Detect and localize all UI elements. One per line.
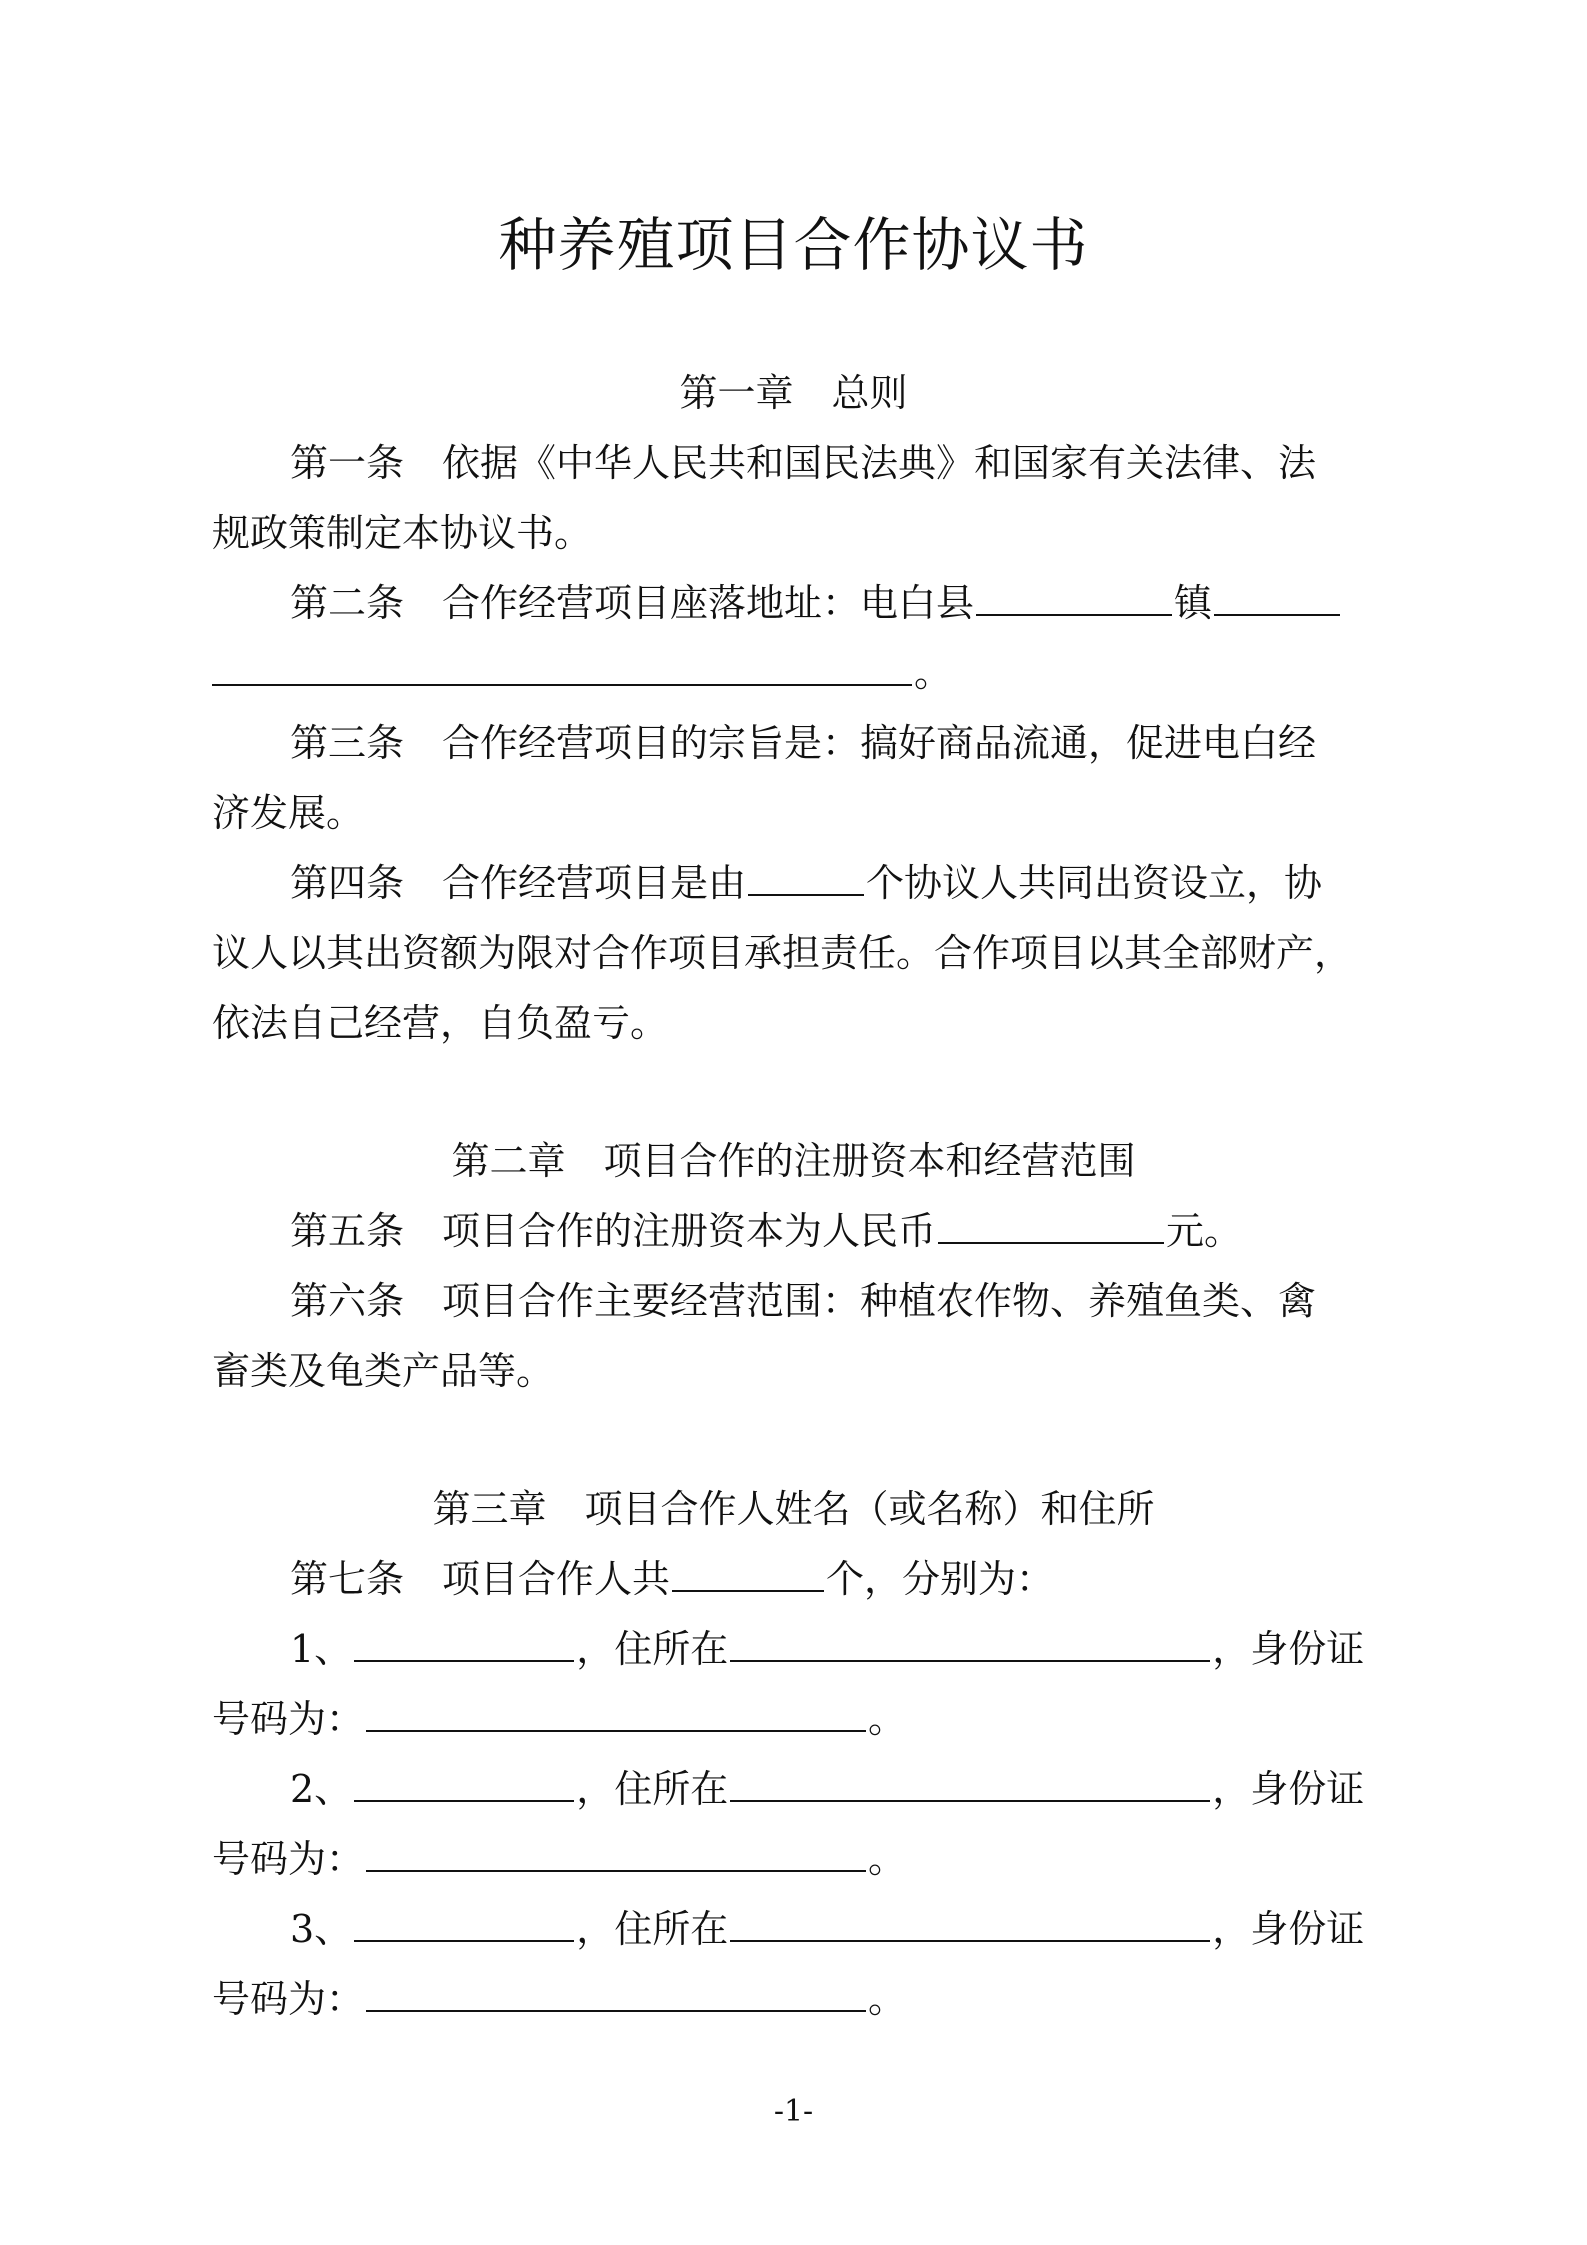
partner-2-address-blank xyxy=(730,1766,1210,1802)
partner-1-number: 1、 xyxy=(290,1627,353,1671)
article-2-end: 。 xyxy=(914,651,953,695)
article-7-end: 个，分别为： xyxy=(826,1557,1055,1601)
article-3-text: 合作经营项目的宗旨是：搞好商品流通，促进电白经 xyxy=(442,721,1317,765)
town-blank xyxy=(1214,580,1340,616)
article-5-end: 元。 xyxy=(1166,1209,1243,1253)
chapter-1-heading xyxy=(0,368,1587,418)
article-6-line-1 xyxy=(290,1276,1384,1326)
partner-2-id-line-label: 号码为： xyxy=(212,1837,365,1881)
partner-1-address-blank xyxy=(730,1626,1210,1662)
article-4-line-1 xyxy=(290,858,1384,908)
county-blank xyxy=(976,580,1172,616)
chapter-2-heading xyxy=(0,1136,1587,1186)
partner-1-name-blank xyxy=(354,1626,574,1662)
article-3-label: 第三条 xyxy=(290,721,405,765)
partner-1-line-1 xyxy=(290,1624,1384,1674)
article-4-label: 第四条 xyxy=(290,861,405,905)
partner-2-name-blank xyxy=(354,1766,574,1802)
partner-3-number: 3、 xyxy=(290,1907,353,1951)
partner-3-id-blank xyxy=(366,1976,866,2012)
document-title: 种养殖项目合作协议书 xyxy=(498,211,1089,279)
article-1-line-2: 规政策制定本协议书。 xyxy=(212,511,593,555)
article-1-label: 第一条 xyxy=(290,441,405,485)
article-6-text: 项目合作主要经营范围：种植农作物、养殖鱼类、禽 xyxy=(442,1279,1317,1323)
partner-3-id-label: ，身份证 xyxy=(1212,1907,1365,1951)
chapter-3-name: 项目合作人姓名（或名称）和住所 xyxy=(584,1487,1155,1531)
article-1-text: 依据《中华人民共和国民法典》和国家有关法律、法 xyxy=(442,441,1317,485)
article-2-town: 镇 xyxy=(1174,581,1213,625)
partner-1-end: 。 xyxy=(868,1697,907,1741)
partner-1-id-line-label: 号码为： xyxy=(212,1697,365,1741)
address-blank xyxy=(212,650,912,686)
chapter-3-heading xyxy=(0,1484,1587,1534)
article-5-line-1 xyxy=(290,1206,1384,1256)
article-2-line-1 xyxy=(290,578,1384,628)
article-7-label: 第七条 xyxy=(290,1557,405,1601)
chapter-2-name: 项目合作的注册资本和经营范围 xyxy=(603,1139,1136,1183)
partner-1-id-label: ，身份证 xyxy=(1212,1627,1365,1671)
article-2-text: 合作经营项目座落地址：电白县 xyxy=(442,581,975,625)
capital-blank xyxy=(938,1208,1164,1244)
article-1-line-1 xyxy=(290,438,1384,488)
partner-total-blank xyxy=(672,1556,824,1592)
article-5-label: 第五条 xyxy=(290,1209,405,1253)
article-4-line-2: 议人以其出资额为限对合作项目承担责任。合作项目以其全部财产， xyxy=(212,931,1353,975)
partner-2-end: 。 xyxy=(868,1837,907,1881)
article-4-line-3: 依法自己经营，自负盈亏。 xyxy=(212,1001,669,1045)
partner-3-end: 。 xyxy=(868,1977,907,2021)
partner-3-line-1 xyxy=(290,1904,1384,1954)
article-7-text: 项目合作人共 xyxy=(442,1557,671,1601)
article-2-label: 第二条 xyxy=(290,581,405,625)
partner-1-address-label: ，住所在 xyxy=(576,1627,729,1671)
chapter-3-number: 第三章 xyxy=(432,1487,547,1531)
page-number: -1- xyxy=(773,2094,814,2129)
partner-2-number: 2、 xyxy=(290,1767,353,1811)
partner-3-name-blank xyxy=(354,1906,574,1942)
chapter-1-name: 总则 xyxy=(831,371,908,415)
partner-1-id-blank xyxy=(366,1696,866,1732)
article-5-text: 项目合作的注册资本为人民币 xyxy=(442,1209,937,1253)
article-3-line-2: 济发展。 xyxy=(212,791,365,835)
article-6-label: 第六条 xyxy=(290,1279,405,1323)
partner-3-id-line-label: 号码为： xyxy=(212,1977,365,2021)
partner-2-line-2 xyxy=(212,1834,1384,1884)
chapter-2-number: 第二章 xyxy=(451,1139,566,1183)
article-3-line-1 xyxy=(290,718,1384,768)
partner-3-address-blank xyxy=(730,1906,1210,1942)
article-2-line-2 xyxy=(212,648,1384,698)
partner-2-id-label: ，身份证 xyxy=(1212,1767,1365,1811)
partner-3-address-label: ，住所在 xyxy=(576,1907,729,1951)
partner-2-line-1 xyxy=(290,1764,1384,1814)
partner-2-id-blank xyxy=(366,1836,866,1872)
chapter-1-number: 第一章 xyxy=(679,371,794,415)
partner-1-line-2 xyxy=(212,1694,1384,1744)
partner-3-line-2 xyxy=(212,1974,1384,2024)
article-7-line-1 xyxy=(290,1554,1384,1604)
partner-2-address-label: ，住所在 xyxy=(576,1767,729,1811)
article-4-text: 合作经营项目是由 xyxy=(442,861,747,905)
partner-count-blank xyxy=(748,860,864,896)
article-6-line-2: 畜类及龟类产品等。 xyxy=(212,1349,555,1393)
article-4-text-2: 个协议人共同出资设立，协 xyxy=(866,861,1323,905)
